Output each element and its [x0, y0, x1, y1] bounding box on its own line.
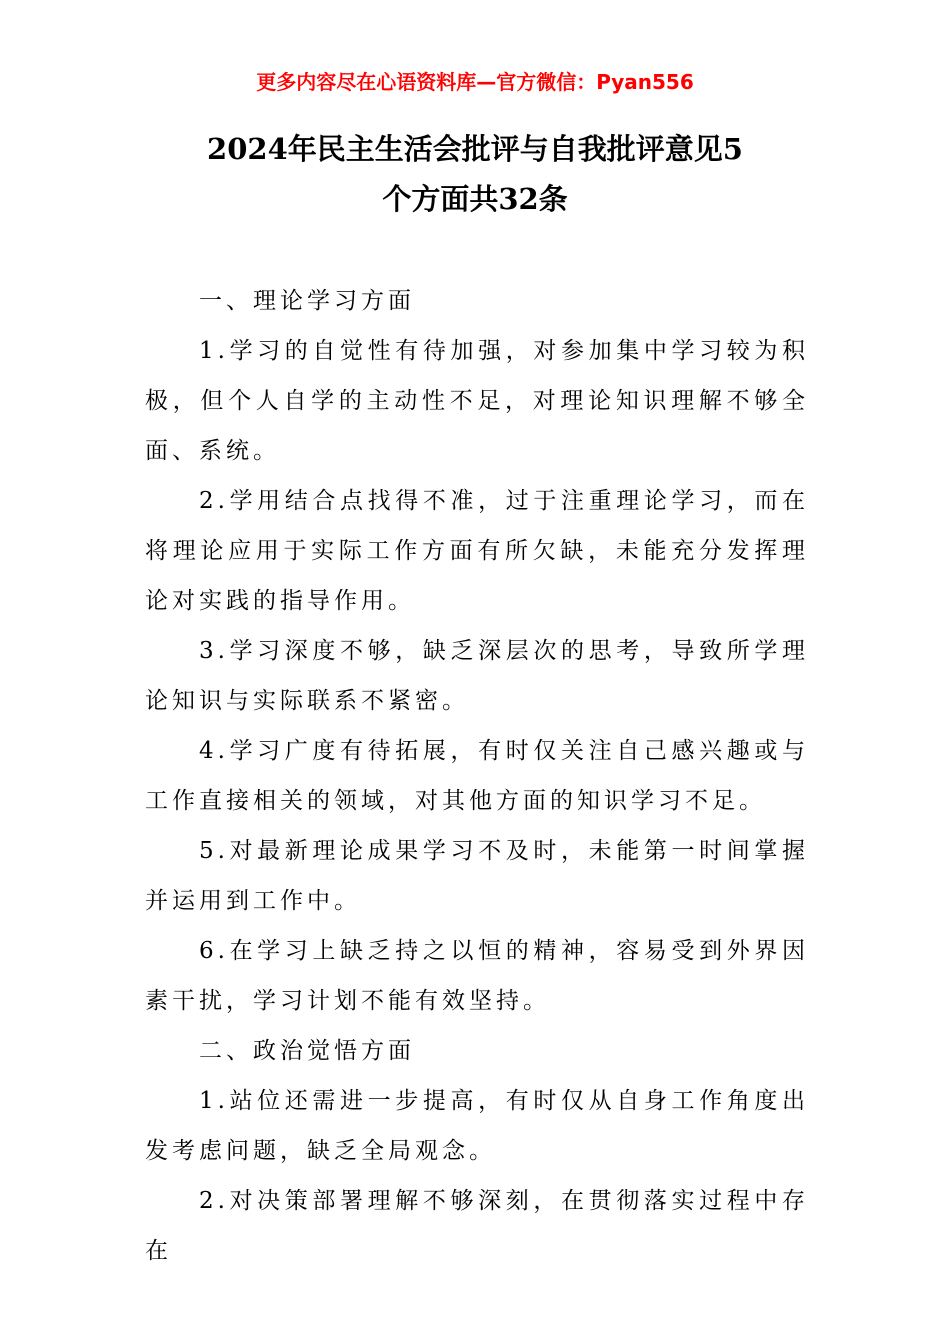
paragraph-political-1: 1.站位还需进一步提高，有时仅从自身工作角度出发考虑问题，缺乏全局观念。: [145, 1088, 809, 1164]
watermark-banner: 更多内容尽在心语资料库—官方微信：Pyan556: [256, 70, 694, 94]
paragraph-theory-6: 6.在学习上缺乏持之以恒的精神，容易受到外界因素干扰，学习计划不能有效坚持。: [145, 938, 809, 1014]
document-body: [145, 276, 809, 1276]
paragraph-theory-5: 5.对最新理论成果学习不及时，未能第一时间掌握并运用到工作中。: [145, 838, 809, 914]
section-heading-political: 二、政治觉悟方面: [199, 1038, 415, 1064]
document-title: [145, 124, 805, 224]
paragraph-theory-3: 3.学习深度不够，缺乏深层次的思考，导致所学理论知识与实际联系不紧密。: [145, 638, 809, 714]
paragraph-theory-2: 2.学用结合点找得不准，过于注重理论学习，而在将理论应用于实际工作方面有所欠缺，未能充分发挥理论对实践的指导作用。: [145, 488, 809, 614]
paragraph-political-2: 2.对决策部署理解不够深刻，在贯彻落实过程中存在: [145, 1188, 809, 1264]
paragraph-theory-4: 4.学习广度有待拓展，有时仅关注自己感兴趣或与工作直接相关的领域，对其他方面的知识学习不足。: [145, 738, 809, 814]
title-line-2: 个方面共32条: [382, 182, 568, 216]
title-line-1: 2024年民主生活会批评与自我批评意见5: [207, 132, 743, 166]
section-heading-theory: 一、理论学习方面: [199, 288, 415, 314]
paragraph-theory-1: 1.学习的自觉性有待加强，对参加集中学习较为积极，但个人自学的主动性不足，对理论知识理解不够全面、系统。: [145, 338, 809, 464]
